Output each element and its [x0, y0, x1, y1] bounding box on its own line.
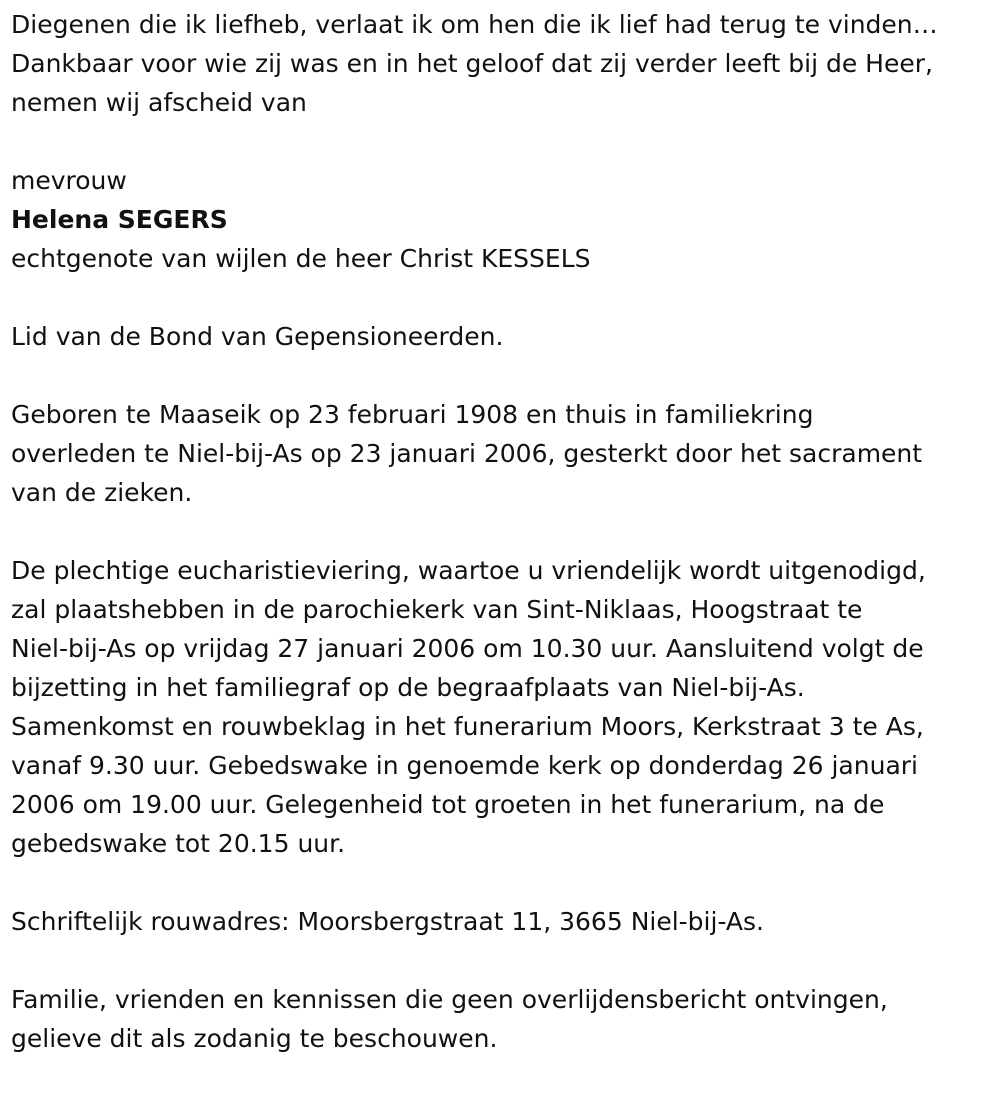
birth-death-paragraph: [11, 395, 996, 512]
person-name: Helena SEGERS: [11, 205, 228, 234]
intro-line: Dankbaar voor wie zij was en in het geloof dat zij verder leeft bij de Heer,: [11, 49, 933, 78]
ceremony-paragraph: [11, 551, 996, 863]
intro-line: Diegenen die ik liefheb, verlaat ik om hen die ik lief had terug te vinden…: [11, 10, 938, 39]
person-title: mevrouw: [11, 166, 127, 195]
ceremony-line: bijzetting in het familiegraf op de begraafplaats van Niel-bij-As.: [11, 673, 805, 702]
closing-paragraph: [11, 980, 996, 1058]
ceremony-line: De plechtige eucharistieviering, waartoe u vriendelijk wordt uitgenodigd,: [11, 556, 926, 585]
ceremony-line: vanaf 9.30 uur. Gebedswake in genoemde kerk op donderdag 26 januari: [11, 751, 918, 780]
birth-death-line: overleden te Niel-bij-As op 23 januari 2006, gesterkt door het sacrament: [11, 439, 923, 468]
spacer: [11, 512, 996, 551]
membership-text: Lid van de Bond van Gepensioneerden.: [11, 322, 504, 351]
ceremony-line: 2006 om 19.00 uur. Gelegenheid tot groeten in het funerarium, na de: [11, 790, 885, 819]
mourning-address: Schriftelijk rouwadres: Moorsbergstraat 11, 3665 Niel-bij-As.: [11, 907, 764, 936]
ceremony-line: Samenkomst en rouwbeklag in het funerarium Moors, Kerkstraat 3 te As,: [11, 712, 924, 741]
closing-line: Familie, vrienden en kennissen die geen overlijdensbericht ontvingen,: [11, 985, 888, 1014]
ceremony-line: Niel-bij-As op vrijdag 27 januari 2006 om 10.30 uur. Aansluitend volgt de: [11, 634, 924, 663]
closing-line: gelieve dit als zodanig te beschouwen.: [11, 1024, 498, 1053]
intro-line: nemen wij afscheid van: [11, 88, 307, 117]
birth-death-line: van de zieken.: [11, 478, 193, 507]
spacer: [11, 278, 996, 317]
person-spouse: echtgenote van wijlen de heer Christ KESSELS: [11, 244, 591, 273]
person-block: [11, 161, 996, 278]
death-notice-document: [11, 5, 996, 1058]
intro-paragraph: [11, 5, 996, 122]
spacer: [11, 941, 996, 980]
ceremony-line: gebedswake tot 20.15 uur.: [11, 829, 346, 858]
birth-death-line: Geboren te Maaseik op 23 februari 1908 en thuis in familiekring: [11, 400, 814, 429]
spacer: [11, 863, 996, 902]
spacer: [11, 122, 996, 161]
spacer: [11, 356, 996, 395]
ceremony-line: zal plaatshebben in de parochiekerk van Sint-Niklaas, Hoogstraat te: [11, 595, 863, 624]
